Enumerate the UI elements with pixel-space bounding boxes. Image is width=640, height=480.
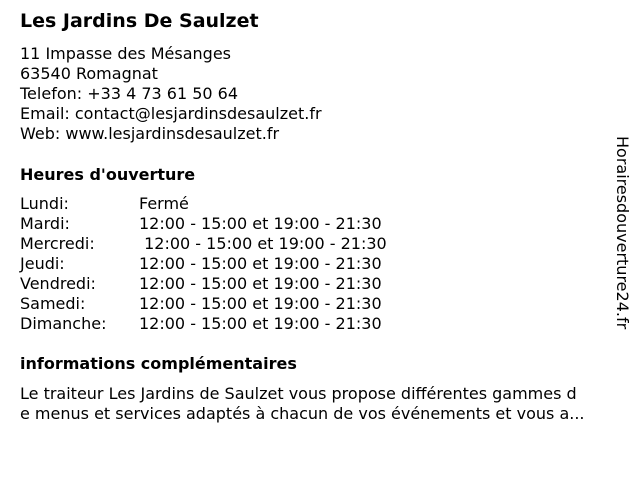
contact-block bbox=[20, 44, 322, 144]
hours-row-mardi bbox=[20, 214, 387, 234]
hours-row-jeudi bbox=[20, 254, 387, 274]
day-hours: 12:00 - 15:00 et 19:00 - 21:30 bbox=[139, 254, 382, 273]
day-hours: 12:00 - 15:00 et 19:00 - 21:30 bbox=[139, 234, 387, 253]
description-text bbox=[20, 384, 632, 424]
description-line: e menus et services adaptés à chacun de vos événements et vous a... bbox=[20, 404, 585, 423]
day-hours: 12:00 - 15:00 et 19:00 - 21:30 bbox=[139, 214, 382, 233]
business-name: Les Jardins De Saulzet bbox=[20, 10, 259, 32]
info-heading: informations complémentaires bbox=[20, 354, 297, 373]
day-label: Jeudi: bbox=[20, 254, 65, 273]
day-label: Dimanche: bbox=[20, 314, 107, 333]
hours-row-vendredi bbox=[20, 274, 387, 294]
hours-table bbox=[20, 194, 387, 334]
email-address: Email: contact@lesjardinsdesaulzet.fr bbox=[20, 104, 322, 123]
hours-heading: Heures d'ouverture bbox=[20, 165, 196, 184]
phone-number: Telefon: +33 4 73 61 50 64 bbox=[20, 84, 239, 103]
day-hours: 12:00 - 15:00 et 19:00 - 21:30 bbox=[139, 314, 382, 333]
day-label: Mercredi: bbox=[20, 234, 95, 253]
day-hours: Fermé bbox=[139, 194, 189, 213]
day-label: Samedi: bbox=[20, 294, 86, 313]
hours-row-samedi bbox=[20, 294, 387, 314]
day-label: Lundi: bbox=[20, 194, 69, 213]
hours-row-lundi bbox=[20, 194, 387, 214]
city-address: 63540 Romagnat bbox=[20, 64, 158, 83]
day-label: Vendredi: bbox=[20, 274, 96, 293]
website-address: Web: www.lesjardinsdesaulzet.fr bbox=[20, 124, 280, 143]
hours-row-mercredi bbox=[20, 234, 387, 254]
description-line: Le traiteur Les Jardins de Saulzet vous propose différentes gammes d bbox=[20, 384, 577, 403]
day-label: Mardi: bbox=[20, 214, 70, 233]
day-hours: 12:00 - 15:00 et 19:00 - 21:30 bbox=[139, 294, 382, 313]
hours-row-dimanche bbox=[20, 314, 387, 334]
day-hours: 12:00 - 15:00 et 19:00 - 21:30 bbox=[139, 274, 382, 293]
street-address: 11 Impasse des Mésanges bbox=[20, 44, 231, 63]
site-watermark: Horairesdouverture24.fr bbox=[613, 136, 632, 330]
